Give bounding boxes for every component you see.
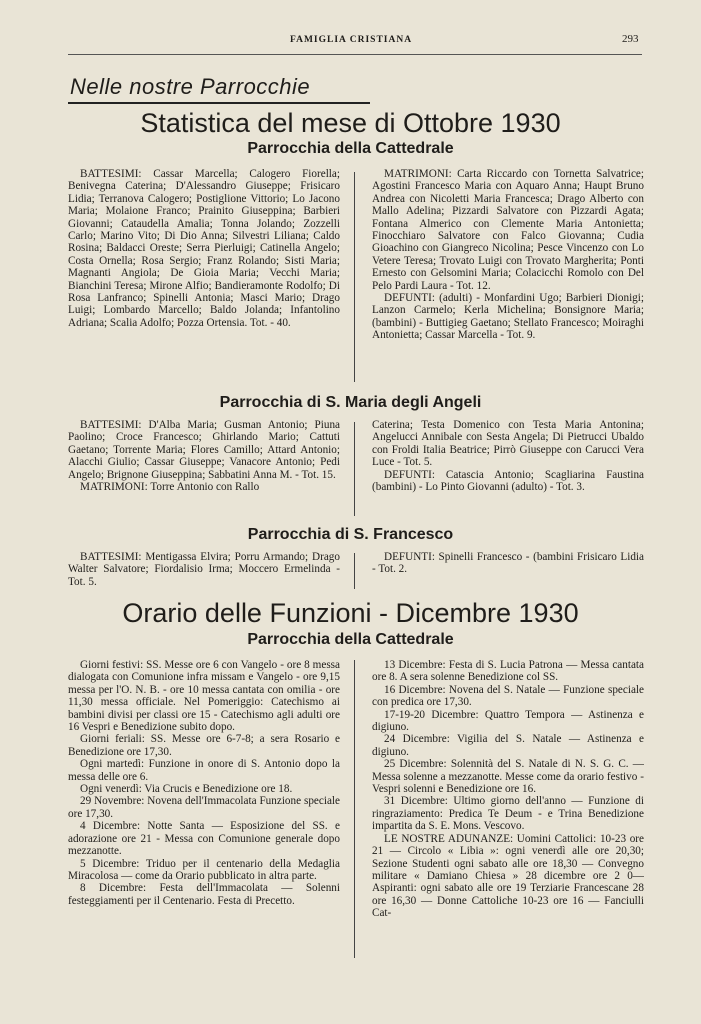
paragraph: 25 Dicembre: Solennità del S. Natale di N. S. G. C. — Messa solenne a mezzanotte. Messe come da orario festivo - Vespri solenni e Benedizione ore 16. — [372, 758, 644, 796]
orario-left-column — [68, 659, 340, 959]
paragraph: MATRIMONI: Torre Antonio con Rallo — [80, 481, 260, 494]
paragraph: DEFUNTI: Spinelli Francesco - (bambini Frisicaro Lidia - Tot. 2. — [372, 551, 644, 576]
paragraph: MATRIMONI: Carta Riccardo con Tornetta Salvatrice; Agostini Francesco Maria con Aquaro Anna; Haupt Bruno Andrea con Nicoletti Maria Francesca; Drago Alberto con Mallo Adelina; Pizzardi Salvatore con Pizzardi Agata; Fontana Almerico con Clemente Maria Antonietta; Finocchiaro Salvatore con Falco Giovanna; Cudia Gioachino con Giangreco Nicolina; Pesce Vincenzo con Lo Vetere Teresa; Trovato Luigi con Trovato Margherita; Ponti Ernesto con Gelsomini Maria; Colacicchi Romolo con Del Pelo Pardi Laura - Tot. 12. — [372, 168, 644, 292]
orario-right-column — [372, 659, 644, 959]
page-number: 293 — [622, 33, 639, 45]
column-divider — [354, 422, 355, 516]
column-divider — [354, 172, 355, 382]
header-rule — [68, 54, 642, 55]
paragraph: 29 Novembre: Novena dell'Immacolata Funzione speciale ore 17,30. — [68, 795, 340, 820]
paragraph: BATTESIMI: Mentigassa Elvira; Porru Armando; Drago Walter Salvatore; Fiordalisio Irma; Moccero Ermelinda - Tot. 5. — [68, 551, 340, 588]
paragraph: 16 Dicembre: Novena del S. Natale — Funzione speciale con predica ore 17,30. — [372, 683, 644, 709]
san-francesco-right-column — [372, 551, 644, 591]
cattedrale-heading: Parrocchia della Cattedrale — [247, 140, 454, 157]
column-divider — [354, 660, 355, 958]
paragraph: BATTESIMI: Cassar Marcella; Calogero Fiorella; Benivegna Caterina; D'Alessandro Giuseppe; Frisicaro Lidia; Terranova Calogero; Postiglione Vittorio; Lo Jacono Maria; Molaione Franco; Prainito Giuseppina; Barbieri Giovanni; Cataudella Amalia; Tonna Jolando; Zozzelli Carlo; Marino Vito; Di Dio Anna; Silvestri Liliana; Caldo Rosina; Baldacci Oreste; Serra Pierluigi; Catinella Angelo; Costa Ornella; Rosa Sergio; Franz Rolando; Sisti Maria; Magnanti Angiola; De Gioia Maria; Vecchi Maria; Bianchini Teresa; Mirone Alfio; Bandieramonte Rodolfo; Di Rosa Lanfranco; Spinelli Antonia; Masci Mario; Drago Luigi; Lombardo Marcello; Baldo Jolanda; Infantolino Adriana; Scalia Adolfo; Pozza Ortensia. Tot. - 40. — [68, 168, 340, 329]
paragraph: 4 Dicembre: Notte Santa — Esposizione del SS. e adorazione ore 21 - Messa con Comunione generale dopo mezzanotte. — [68, 820, 340, 858]
san-francesco-heading: Parrocchia di S. Francesco — [247, 526, 454, 543]
san-francesco-left-column — [68, 551, 340, 591]
cattedrale-right-column — [372, 168, 644, 386]
paragraph: Caterina; Testa Domenico con Testa Maria Antonina; Angelucci Annibale con Sesta Angela; Di Pietrucci Ubaldo con Froldi Italia Beatrice; Pirrò Giuseppe con Carucci Vera Luce - Tot. 5. — [372, 419, 644, 469]
section-tag-underline — [68, 102, 370, 104]
paragraph: 31 Dicembre: Ultimo giorno dell'anno — Funzione di ringraziamento: Predica Te Deum - e Trina Benedizione impartita da S. E. Mons. Vescovo. — [372, 795, 644, 833]
orario-title: Orario delle Funzioni - Dicembre 1930 — [122, 598, 579, 628]
paragraph: DEFUNTI: Catascia Antonio; Scagliarina Faustina (bambini) - Lo Pinto Giovanni (adulto) - Tot. 3. — [372, 468, 644, 494]
section-tag: Nelle nostre Parrocchie — [70, 74, 311, 99]
santa-maria-heading: Parrocchia di S. Maria degli Angeli — [219, 394, 482, 411]
orario-heading: Parrocchia della Cattedrale — [247, 631, 454, 648]
paragraph: 24 Dicembre: Vigilia del S. Natale — Astinenza e digiuno. — [372, 733, 644, 758]
paragraph: Giorni feriali: SS. Messe ore 6-7-8; a sera Rosario e Benedizione ore 17,30. — [68, 733, 340, 758]
paragraph: 8 Dicembre: Festa dell'Immacolata — Solenni festeggiamenti per il Centenario. Festa di Precetto. — [68, 882, 340, 907]
column-divider — [354, 553, 355, 589]
paragraph: 5 Dicembre: Triduo per il centenario della Medaglia Miracolosa — come da Orario pubblicato in altra parte. — [68, 857, 340, 882]
paragraph: BATTESIMI: D'Alba Maria; Gusman Antonio; Piuna Paolino; Croce Francesco; Ghirlando Mario; Cattuti Gaetano; Torrente Maria; Flores Camillo; Attard Antonio; Alacchi Giulio; Cassar Giuseppe; Vanacore Antonio; Pedi Angelo; Brignone Giuseppina; Sabbatini Anna M. - Tot. 15. — [68, 419, 340, 481]
running-title: FAMIGLIA CRISTIANA — [290, 35, 413, 45]
paragraph: Ogni venerdì: Via Crucis e Benedizione ore 18. — [80, 783, 293, 796]
paragraph: Giorni festivi: SS. Messe ore 6 con Vangelo - ore 8 messa dialogata con Comunione infra missam e Vangelo - ore 9,15 messa per l'O. N. B. - ore 10 messa cantata con omilia - ore 11,30 messa officiale. Nel Pomeriggio: Catechismo ai bambini divisi per classi ore 15 - Catechismo agli adulti ore 16 Vespri e Benedizione subito dopo. — [68, 659, 340, 734]
cattedrale-left-column — [68, 168, 340, 386]
stats-title: Statistica del mese di Ottobre 1930 — [140, 108, 561, 138]
paragraph: DEFUNTI: (adulti) - Monfardini Ugo; Barbieri Dionigi; Lanzon Carmelo; Kerla Michelina; Bonsignore Maria; (bambini) - Buttigieg Gaetano; Stellato Francesco; Moiraghi Antonietta; Cassar Marcella - Tot. 9. — [372, 292, 644, 342]
paragraph: Ogni martedì: Funzione in onore di S. Antonio dopo la messa delle ore 6. — [68, 758, 340, 783]
paragraph: 13 Dicembre: Festa di S. Lucia Patrona — Messa cantata ore 8. A sera solenne Benedizione col SS. — [372, 659, 644, 684]
santa-maria-left-column — [68, 419, 340, 519]
santa-maria-right-column — [372, 419, 644, 519]
paragraph: 17-19-20 Dicembre: Quattro Tempora — Astinenza e digiuno. — [372, 708, 644, 734]
paragraph: LE NOSTRE ADUNANZE: Uomini Cattolici: 10-23 ore 21 — Circolo « Libia »: ogni venerdì alle ore 20,30; Sezione Studenti ogni sabato alle ore 18,30 — Convegno militare « Damiano Chiesa » 28 dicembre ore 2 0— Aspiranti: ogni sabato alle ore 19 Terziarie Francescane 28 ore 16,30 — Donne Cattoliche 10-23 ore 16 — Fanciulli Cat- — [372, 832, 644, 920]
